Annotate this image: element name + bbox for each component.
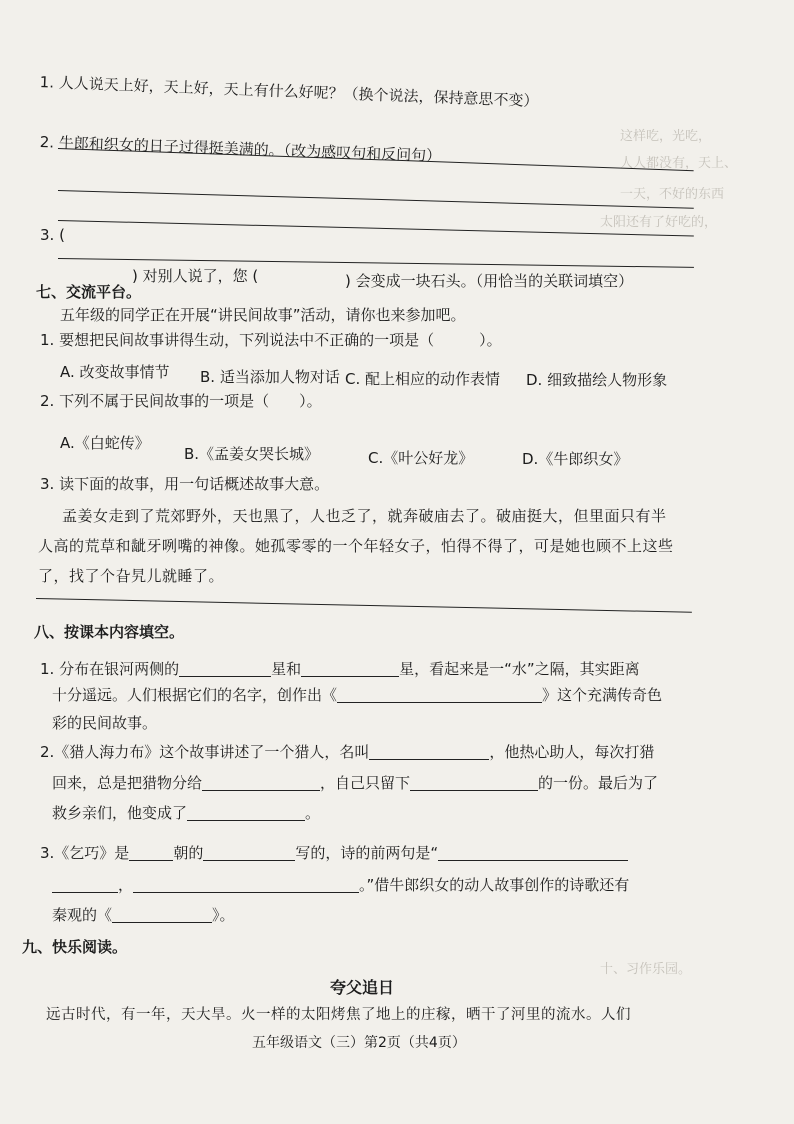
question-8-2-line2 — [52, 776, 658, 791]
question-8-2-line1 — [40, 745, 654, 760]
q81c: 星，看起来是一“水”之隔，其实距离 — [399, 660, 640, 678]
option-7-1-a: A. 改变故事情节 — [60, 363, 170, 381]
q82b: ，他热心助人，每次打猎 — [489, 743, 655, 761]
q83e: 。”借牛郎织女的动人故事创作的诗歌还有 — [359, 876, 630, 894]
option-7-2-c: C.《叶公好龙》 — [368, 449, 474, 467]
q83b: 朝的 — [173, 844, 204, 862]
blank-input[interactable] — [337, 688, 542, 703]
blank-input[interactable] — [129, 846, 173, 861]
blank-input[interactable] — [187, 806, 305, 821]
answer-line — [58, 220, 694, 237]
question-8-1-line2 — [52, 688, 662, 703]
section-7-intro: 五年级的同学正在开展“讲民间故事”活动，请你也来参加吧。 — [60, 306, 466, 324]
q81a: 1. 分布在银河两侧的 — [40, 660, 180, 678]
bleed-text: 十、习作乐园。 — [600, 962, 692, 977]
q83f: 秦观的《 — [52, 906, 113, 924]
q81e: 》这个充满传奇色 — [542, 686, 663, 704]
question-6-1: 1. 人人说天上好，天上好，天上有什么好呢？（换个说法，保持意思不变） — [39, 73, 539, 111]
question-7-1: 1. 要想把民间故事讲得生动，下列说法中不正确的一项是（ ）。 — [40, 331, 502, 349]
question-7-3: 3. 读下面的故事，用一句话概述故事大意。 — [40, 475, 330, 493]
question-6-3-tail: ) 会变成一块石头。（用恰当的关联词填空） — [345, 272, 634, 290]
answer-line — [58, 190, 694, 209]
question-6-2: 2. 牛郎和织女的日子过得挺美满的。（改为感叹句和反问句） — [39, 133, 442, 166]
story-line: 人高的荒草和龇牙咧嘴的神像。她孤零零的一个年轻女子，怕得不得了，可是她也顾不上这些 — [38, 537, 674, 555]
q82g: 。 — [305, 804, 321, 822]
blank-input[interactable] — [301, 662, 399, 677]
blank-input[interactable] — [202, 776, 320, 791]
question-8-3-line3 — [52, 908, 235, 923]
blank-input[interactable] — [438, 846, 628, 861]
bleed-text: 这样吃，光吃， — [620, 129, 712, 144]
option-7-1-c: C. 配上相应的动作表情 — [345, 370, 501, 388]
blank-input[interactable] — [112, 908, 212, 923]
bleed-text: 一天，不好的东西 — [620, 187, 725, 202]
option-7-1-b: B. 适当添加人物对话 — [200, 368, 340, 386]
story-line: 了，找了个旮旯儿就睡了。 — [38, 567, 225, 585]
story-line: 孟姜女走到了荒郊野外，天也黑了，人也乏了，就奔破庙去了。破庙挺大，但里面只有半 — [62, 507, 667, 525]
question-6-3-middle: ) 对别人说了，您 ( — [132, 267, 259, 285]
q81d: 十分遥远。人们根据它们的名字，创作出《 — [52, 686, 338, 704]
section-7-title: 七、交流平台。 — [36, 283, 142, 301]
q83a: 3.《乞巧》是 — [40, 844, 130, 862]
question-6-3-number: 3. ( — [40, 226, 65, 244]
question-8-1-line1 — [40, 662, 640, 677]
blank-input[interactable] — [179, 662, 271, 677]
q82f: 救乡亲们，他变成了 — [52, 804, 188, 822]
q82a: 2.《猎人海力布》这个故事讲述了一个猎人，名叫 — [40, 743, 370, 761]
blank-input[interactable] — [369, 745, 489, 760]
q82d: ，自己只留下 — [320, 774, 411, 792]
question-8-2-line3 — [52, 806, 320, 821]
q83g: 》。 — [212, 906, 235, 924]
q82c: 回来，总是把猎物分给 — [52, 774, 203, 792]
question-7-2: 2. 下列不属于民间故事的一项是（ ）。 — [40, 392, 322, 410]
story-title: 夸父追日 — [330, 978, 395, 997]
q83c: 写的，诗的前两句是“ — [295, 844, 439, 862]
option-7-2-d: D.《牛郎织女》 — [522, 450, 629, 468]
question-8-3-line1 — [40, 846, 628, 861]
option-7-2-b: B.《孟姜女哭长城》 — [184, 445, 320, 463]
question-8-1-line3: 彩的民间故事。 — [52, 714, 158, 732]
q83d: ， — [118, 876, 134, 894]
section-9-title: 九、快乐阅读。 — [22, 938, 128, 956]
option-7-1-d: D. 细致描绘人物形象 — [526, 371, 668, 389]
blank-input[interactable] — [52, 878, 118, 893]
question-8-3-line2 — [52, 878, 629, 893]
answer-line — [36, 598, 692, 613]
q82e: 的一份。最后为了 — [538, 774, 659, 792]
blank-input[interactable] — [133, 878, 359, 893]
bleed-text: 人人都没有，天上、 — [620, 156, 738, 171]
blank-input[interactable] — [410, 776, 538, 791]
option-7-2-a: A.《白蛇传》 — [60, 434, 150, 452]
page-footer: 五年级语文（三）第2页（共4页） — [252, 1035, 466, 1051]
section-8-title: 八、按课本内容填空。 — [34, 623, 185, 641]
story-text: 远古时代，有一年，天大旱。火一样的太阳烤焦了地上的庄稼，晒干了河里的流水。人们 — [46, 1007, 631, 1023]
blank-input[interactable] — [203, 846, 295, 861]
q81b: 星和 — [271, 660, 302, 678]
bleed-text: 太阳还有了好吃的， — [600, 215, 718, 230]
